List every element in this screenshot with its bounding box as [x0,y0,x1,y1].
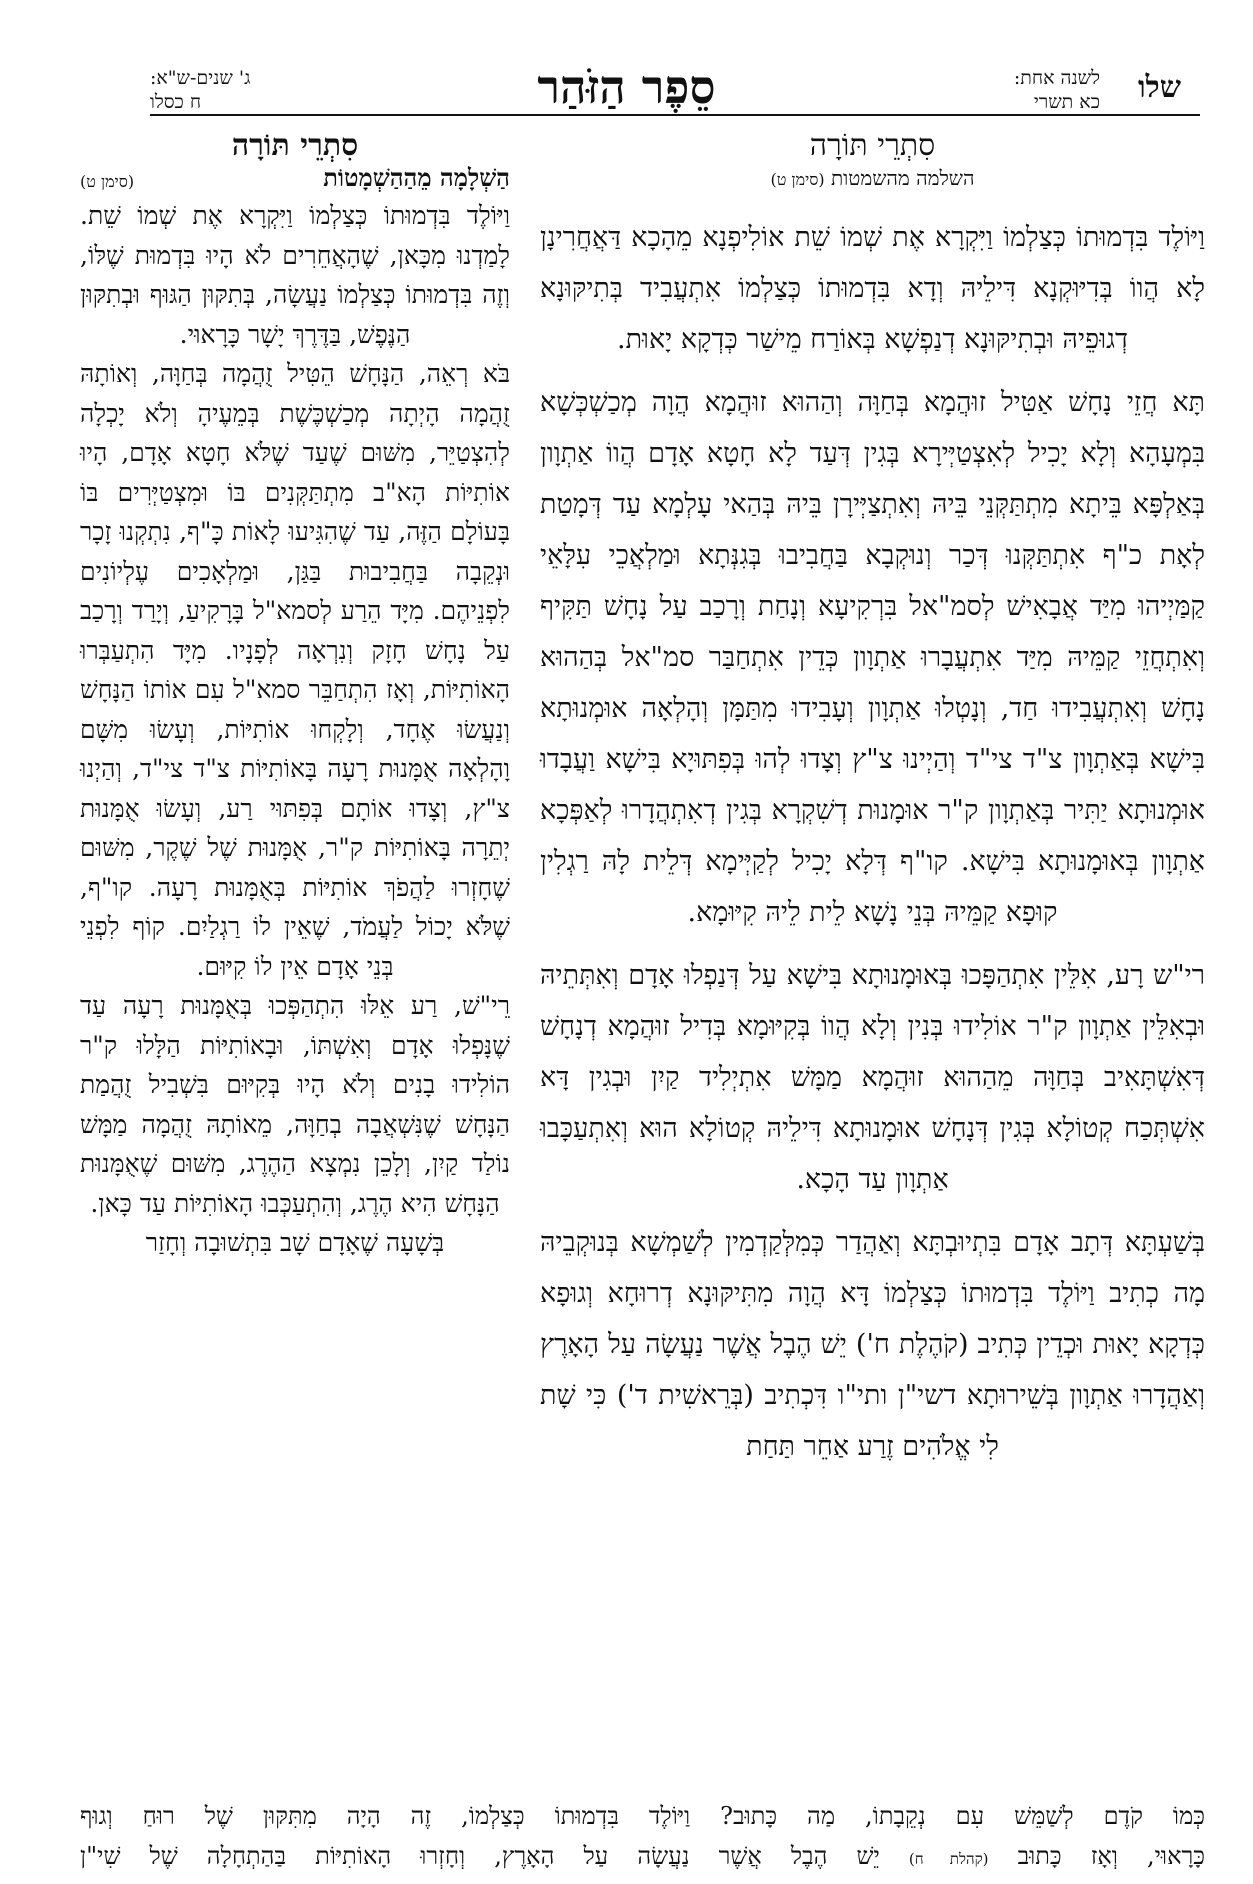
paragraph: רי"ש רָע, אִלֵּין אִתְהַפָּכוּ בְּאוּמָנוּתָא בִּישָׁא עַל דְּנַפְלוּ אָדָם וְאִתְּתֵיהּ וּבְאִלֵּין אַתְוָון ק"ר אוֹלִידוּ בְּנִין וְלָא הֲווֹ בְּקִיּוּמָא בְּדִיל זוּהֲמָא דְנָחָשׁ דְּאִשְׁתָּאִיב בְּחַוָּה מֵהַהוּא זוּהֲמָא מַמָּשׁ אִתְיְלִיד קַיִן וּבְגִין דָּא אִשְׁתְּכַח קְטוֹלָא בְּגִין דְּנָחָשׁ אוּמָנוּתָא דִּילֵיהּ קְטוֹלָא הוּא וְאִתְעַכָּבוּ אַתְוָון עַד הָכָא. [540,960,1205,1195]
section-heading: סִתְרֵי תּוֹרָה [231,128,359,163]
header-divider [150,114,1200,116]
book-title: סֵפֶר הַזֹּהַר [537,60,716,114]
paragraph: רֵי"שׁ, רַע אֵלּוּ הִתְהַפְּכוּ בְּאֻמָּנוּת רָעָה עַד שֶׁנָּפְלוּ אָדָם וְאִשְׁתּוֹ, וּבָאוֹתִיּוֹת הַלָּלוּ ק"ר הוֹלִידוּ בָנִים וְלֹא הָיוּ בְּקִיּוּם בִּשְׁבִיל זֻהֲמַת הַנָּחָשׁ שֶׁנִּשְׁאֲבָה בְחַוָּה, מֵאוֹתָהּ זֻהֲמָה מַמָּשׁ נוֹלַד קַיִן, וְלָכֵן נִמְצָא הַהֶרֶג, מִשּׁוּם שֶׁאֻמָּנוּת הַנָּחָשׁ הִיא הֶרֶג, וְהִתְעַכְּבוּ הָאוֹתִיּוֹת עַד כָּאן. [80,991,510,1218]
paragraph: בְּשַׁעְתָּא דְּתָב אָדָם בִּתְיוּבְתָּא וְאַהֲדַר כְּמִלְּקַדְמִין לְשַׁמְשָׁא בְּנוּקְבֵיהּ מָה כְתִיב וַיּוֹלֶד בִּדְמוּתוֹ כְּצַלְמוֹ דָּא הֲוָה מִתִּיקּוּנָא דְרוּחָא וְגוּפָא כְּדְקָא יָאוּת וּכְדֵין כְּתִיב (קֹהֶלֶת ח') יֵשׁ הֶבֶל אֲשֶׁר נַעֲשָׂה עַל הָאָרֶץ וְאַהֲדָרוּ אַתְוָון בְּשֵׁירוּתָא דשי"ן ותי"ו דִּכְתִיב (בְּרֵאשִׁית ד') כִּי שָׁת לִי אֱלֹהִים זֶרַע אַחֵר תַּחַת [540,1227,1205,1462]
paragraph: וַיּוֹלֶד בִּדְמוּתוֹ כְּצַלְמוֹ וַיִּקְרָא אֶת שְׁמוֹ שֵׁת אוֹלִיפְנָא מֵהָכָא דַּאֲחֲרִינָן לָא הֲווֹ בְּדִיּוּקְנָא דִּילֵיהּ וְדָא בִּדְמוּתוֹ כְּצַלְמוֹ אִתְעֲבִיד בְּתִיקּוּנָא דְגוּפֵיהּ וּבְתִיקּוּנָא דְנַפְשָׁא בְּאוֹרַח מֵישַׁר כְּדְקָא יָאוּת. [540,222,1205,355]
paragraph: וַיּוֹלֶד בִּדְמוּתוֹ כְּצַלְמוֹ וַיִּקְרָא אֶת שְׁמוֹ שֵׁת. לָמַדְנוּ מִכָּאן, שֶׁהָאֲחֵרִים לֹא הָיוּ בִּדְמוּת שֶׁלּוֹ, וְזֶה בִּדְמוּתוֹ כְּצַלְמוֹ נַעֲשָׂה, בְּתִקּוּן הַגּוּף וּבְתִקּוּן הַנֶּפֶשׁ, בַּדֶּרֶךְ יָשָׁר כָּרָאוּי. [80,201,510,349]
paragraph: בְּשָׁעָה שֶׁאָדָם שָׁב בִּתְשׁוּבָה וְחָזַר [145,1228,445,1257]
cycle-date: ח כסלו [150,91,202,113]
reading-cycle-three-years [150,66,250,114]
subheading-text: השלמה מהשמטות [830,166,975,190]
cycle-date: כא תשרי [1033,91,1100,113]
paragraph: בֹּא רְאֵה, הַנָּחָשׁ הֵטִּיל זֻהֲמָה בְּחַוָּה, וְאוֹתָהּ זֻהֲמָה הָיְתָה מְכַשְׁכֶּשֶׁת בְּמֵעֶיהָ וְלֹא יָכְלָה לְהִצְטַיֵּר, מִשּׁוּם שֶׁעַד שֶׁלֹּא חָטָא אָדָם, הָיוּ אוֹתִיּוֹת הָא"ב מִתְתַּקְּנִים בּוֹ וּמִצְטַיְּרִים בּוֹ בָּעוֹלָם הַזֶּה, עַד שֶׁהִגִּיעוּ לָאוֹת כָּ"ף, נִתְקְנוּ זָכָר וּנְקֵבָה בַּחֲבִיבוּת בַּגַּן, וּמַלְאָכִים עֶלְיוֹנִים לִפְנֵיהֶם. מִיָּד הֵרַע לְסמא"ל בָּרָקִיעַ, וְיָרַד וְרָכַב עַל נָחָשׁ חָזָק וְנִרְאָה לְפָנָיו. מִיָּד הִתְעַבְּרוּ הָאוֹתִיּוֹת, וְאָז הִתְחַבֵּר סמא"ל עִם אוֹתוֹ הַנָּחָשׁ וְנַעֲשׂוּ אֶחָד, וְלָקְחוּ אוֹתִיּוֹת, וְעָשׂוּ מִשָּׁם וָהָלְאָה אֻמָּנוּת רָעָה בָּאוֹתִיּוֹת צ"ד צי"ד, וְהַיְנוּ צ"ץ, וְצָדוּ אוֹתָם בְּפִתּוּי רַע, וְעָשׂוּ אֻמָּנוּת יְתֵרָה בָּאוֹתִיּוֹת ק"ר, אֻמָּנוּת שֶׁל שֶׁקֶר, מִשּׁוּם שֶׁחָזְרוּ לַהֲפֹךְ אוֹתִיּוֹת בְּאֻמָּנוּת רָעָה. קו"ף, שֶׁלֹּא יָכוֹל לַעֲמֹד, שֶׁאֵין לוֹ רַגְלַיִם. קוֹף לִפְנֵי בְּנֵי אָדָם אֵין לוֹ קִיּוּם. [80,359,510,981]
continuation-text [80,1796,1205,1879]
continuation-text-part: כָּרָאוּי, וְאָז כָּתוּב [1017,1842,1205,1870]
section-subheading [540,164,1205,194]
section-reference: (סימן ט) [80,172,135,191]
continuation-line: כְּמוֹ קֹדֶם לְשַׁמֵּשׁ עִם נְקֵבָתוֹ, מַה כָּתוּב? וַיּוֹלֶד בִּדְמוּתוֹ כְּצַלְמוֹ, זֶה הָיָה מִתִּקּוּן שֶׁל רוּחַ וְגוּף [80,1802,1205,1830]
page-number: שלו [1138,70,1181,105]
section-subheading [80,164,510,192]
paragraph: תָּא חֲזֵי נָחָשׁ אַטִּיל זוּהֲמָא בְּחַוָּה וְהַהוּא זוּהֲמָא הֲוָה מְכַשְׁכְּשָׁא בִּמְעָהָא וְלָא יָכִיל לְאִצְטַיְּירָא בְּגִין דְּעַד לָא חָטָא אָדָם הֲווֹ אַתְוָון בְּאַלְפָּא בֵּיתָא מִתְתַּקְּנֵי בֵּיהּ וְאִתְצַיְּירָן בֵּיהּ בְּהַאי עָלְמָא עַד דְּמָטַת לְאָת כ"ף אִתְתַּקְּנוּ דְּכַר וְנוּקְבָא בַּחֲבִיבוּ בְּגִנְּתָא וּמַלְאֲכֵי עִלָּאֵי קַמַּיְיהוּ מִיַּד אֲבָאִישׁ לְסמ"אל בִּרְקִיעָא וְנָחַת וְרָכַב עַל נָחָשׁ תַּקִּיף וְאִתְחֲזֵי קַמֵּיהּ מִיַּד אִתְעֲבָרוּ אַתְוָון כְּדֵין אִתְחַבַּר סמ"אל בְּהַהוּא נָחָשׁ וְאִתְעֲבִידוּ חַד, וְנָטְלוּ אַתְוָון וְעָבִידוּ מִתַּמָּן וְהָלְאָה אוּמְנוּתָא בִּישָׁא בְּאַתְוָון צ"ד צי"ד וְהַיְינוּ צ"ץ וְצָדוּ לְהוּ בְּפִתּוּיָא בִּישָׁא וַעֲבָדוּ אוּמְנוּתָא יַתִּיר בְּאַתְוָון ק"ר אוּמָנוּת דְשִׁקְרָא בְּגִין דְאִתְהֲדָרוּ לְאַפְּכָא אַתְוָון בְּאוּמָנוּתָא בִּישָׁא. קו"ף דְּלָא יָכִיל לְקַיְּימָא דְּלֵית לָהּ רַגְלִין קוּפָא קַמֵּיהּ בְּנֵי נָשָׁא לֵית לֵיהּ קִיּוּמָא. [540,387,1205,928]
cycle-label: ג' שנים-ש"א: [150,67,251,89]
hebrew-translation-column [80,128,510,1263]
verse-reference: (קהלת ח) [908,1850,989,1868]
subheading-text: הַשְׁלָמָה מֵהַהַשְׁמָטוֹת [323,163,510,192]
cycle-label: לשנה אחת: [1013,67,1100,89]
continuation-text-part: יֵשׁ הֶבֶל אֲשֶׁר נַעֲשָׂה עַל הָאָרֶץ, וְחָזְרוּ הָאוֹתִיּוֹת בַּהַתְחָלָה שֶׁל שִׁי"ן [80,1842,880,1870]
hebrew-text [80,196,510,1263]
continuation-line [80,1836,1205,1879]
section-heading: סִתְרֵי תּוֹרָה [809,128,936,163]
aramaic-text [540,212,1205,1472]
aramaic-column [540,128,1205,1484]
section-reference: (סימן ט) [770,170,825,189]
